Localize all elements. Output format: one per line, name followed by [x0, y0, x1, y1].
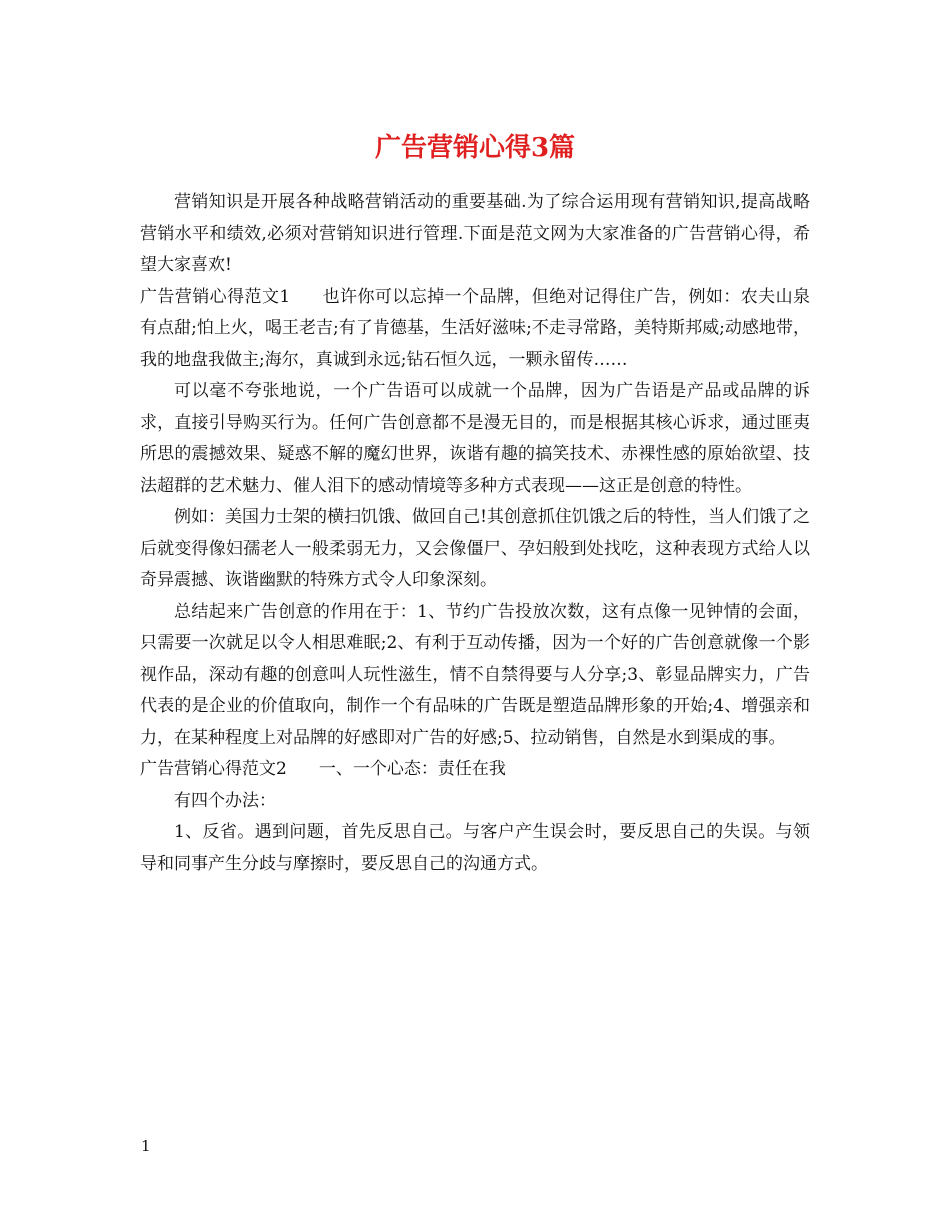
sample-2-first-paragraph: 一、一个心态：责任在我 — [318, 759, 506, 779]
sample-1-heading-paragraph — [140, 282, 810, 377]
body-paragraph: 1、反省。遇到问题，首先反思自己。与客户产生误会时，要反思自己的失误。与领导和同事产生分歧与摩擦时，要反思自己的沟通方式。 — [140, 822, 810, 874]
body-paragraph: 总结起来广告创意的作用在于：1、节约广告投放次数，这有点像一见钟情的会面，只需要一次就足以令人相思难眠;2、有利于互动传播，因为一个好的广告创意就像一个影视作品，深动有趣的创意叫人玩性滋生，情不自禁得要与人分享;3、彰显品牌实力，广告代表的是企业的价值取向，制作一个有品味的广告既是塑造品牌形象的开始;4、增强亲和力，在某种程度上对品牌的好感即对广告的好感;5、拉动销售，自然是水到渠成的事。 — [140, 601, 810, 748]
sample-1-label: 广告营销心得范文1 — [140, 286, 291, 307]
sample-1-first-paragraph: 也许你可以忘掉一个品牌，但绝对记得住广告，例如：农夫山泉有点甜;怕上火，喝王老吉;有了肯德基，生活好滋味;不走寻常路，美特斯邦威;动感地带，我的地盘我做主;海尔，真诚到永远;钻石恒久远，一颗永留传…… — [140, 286, 810, 370]
sample-2-heading-paragraph — [140, 754, 810, 786]
body-paragraph: 可以毫不夸张地说，一个广告语可以成就一个品牌，因为广告语是产品或品牌的诉求，直接引导购买行为。任何广告创意都不是漫无目的，而是根据其核心诉求，通过匪夷所思的震撼效果、疑惑不解的魔幻世界，诙谐有趣的搞笑技术、赤裸性感的原始欲望、技法超群的艺术魅力、催人泪下的感动情境等多种方式表现——这正是创意的特性。 — [140, 381, 810, 496]
page-number: 1 — [141, 1137, 151, 1155]
body-paragraph: 有四个办法： — [174, 790, 276, 811]
document-title: 广告营销心得3篇 — [374, 133, 576, 163]
body-paragraph: 例如：美国力士架的横扫饥饿、做回自己!其创意抓住饥饿之后的特性，当人们饿了之后就变得像妇孺老人一般柔弱无力，又会像僵尸、孕妇般到处找吃，这种表现方式给人以奇异震撼、诙谐幽默的特殊方式令人印象深刻。 — [140, 507, 810, 590]
intro-paragraph: 营销知识是开展各种战略营销活动的重要基础.为了综合运用现有营销知识,提高战略营销水平和绩效,必须对营销知识进行管理.下面是范文网为大家准备的广告营销心得，希望大家喜欢! — [140, 192, 810, 275]
sample-2-label: 广告营销心得范文2 — [140, 759, 287, 779]
